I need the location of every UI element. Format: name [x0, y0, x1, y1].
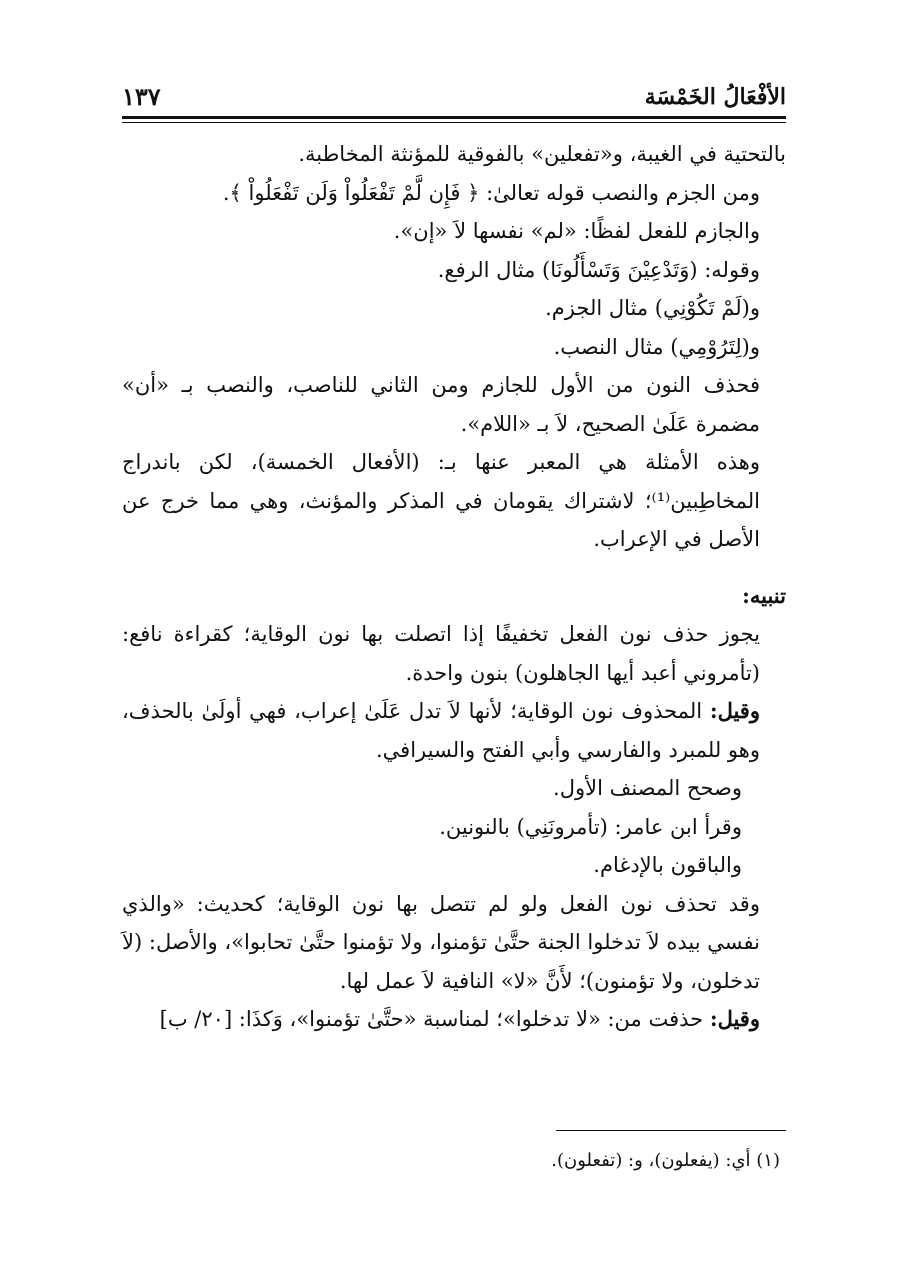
footnote-separator — [556, 1130, 786, 1131]
paragraph: و(لَمْ تَكُوْنِي) مثال الجزم. — [545, 296, 760, 320]
notice-paragraph: وقرأ ابن عامر: (تأمرونَنِي) بالنونين. — [439, 814, 742, 839]
footnote: (١) أي: (يفعلون)، و: (تفعلون). — [551, 1150, 780, 1171]
lead-word: وقيل: — [709, 1006, 760, 1031]
notice-paragraph: يجوز حذف نون الفعل تخفيفًا إذا اتصلت بها نون الوقاية؛ كقراءة نافع: (تأمروني أعبد أيها الجاهلون) بنون واحدة. — [122, 622, 760, 685]
notice-paragraph — [122, 692, 786, 769]
page-header — [122, 78, 786, 114]
paragraph-text: حذفت من: «لا تدخلوا»؛ لمناسبة «حتَّىٰ تؤمنوا»، وَكذَا: [٢٠/ ب] — [159, 1007, 710, 1031]
lead-word: وقيل: — [709, 698, 760, 723]
paragraph: بالتحتية في الغيبة، و«تفعلين» بالفوقية للمؤنثة المخاطبة. — [298, 142, 786, 166]
header-rule-thick — [122, 116, 786, 119]
notice-paragraph: وقد تحذف نون الفعل ولو لم تتصل بها نون الوقاية؛ كحديث: «والذي نفسي بيده لاَ تدخلوا الجنة حتَّىٰ تؤمنوا، ولا تؤمنوا حتَّىٰ تحابوا»، والأصل: (لاَ تدخلون، ولا تؤمنون)؛ لأَنَّ «لا» النافية لاَ عمل لها. — [122, 891, 760, 993]
page-number: ١٣٧ — [122, 82, 161, 111]
notice-heading: تنبيه: — [742, 582, 786, 608]
header-rule-thin — [122, 122, 786, 123]
notice-paragraph: وصحح المصنف الأول. — [553, 776, 742, 800]
book-page — [122, 78, 786, 1248]
chapter-title: الأفْعَالُ الخَمْسَة — [644, 84, 786, 110]
paragraph: و(لِتَرُوْمِي) مثال النصب. — [553, 334, 760, 359]
paragraph: ومن الجزم والنصب قوله تعالىٰ: ﴿ فَإِن لَّمْ تَفْعَلُواْ وَلَن تَفْعَلُواْ ﴾. — [222, 180, 760, 205]
notice-paragraph — [122, 1000, 786, 1039]
paragraph: وهذه الأمثلة هي المعبر عنها بـ: (الأفعال الخمسة)، لكن باندراج المخاطِبين⁽¹⁾؛ لاشتراك يقومان في المذكر والمؤنث، وهي مما خرج عن الأصل في الإعراب. — [122, 450, 760, 551]
paragraph: والجازم للفعل لفظًا: «لم» نفسها لاَ «إن». — [393, 219, 760, 243]
paragraph: وقوله: (وَتَدْعِيْنَ وَتَسْأَلُونَا) مثال الرفع. — [437, 257, 760, 282]
notice-paragraph: والباقون بالإدغام. — [593, 853, 742, 877]
spacer — [122, 559, 786, 577]
paragraph: فحذف النون من الأول للجازم ومن الثاني للناصب، والنصب بـ «أن» مضمرة عَلَىٰ الصحيح، لاَ بـ «اللام». — [122, 373, 760, 436]
paragraph-text: المحذوف نون الوقاية؛ لأنها لاَ تدل عَلَىٰ إعراب، فهي أولَىٰ بالحذف، وهو للمبرد والفارسي وأبي الفتح والسيرافي. — [122, 699, 760, 762]
main-text — [122, 135, 786, 1039]
